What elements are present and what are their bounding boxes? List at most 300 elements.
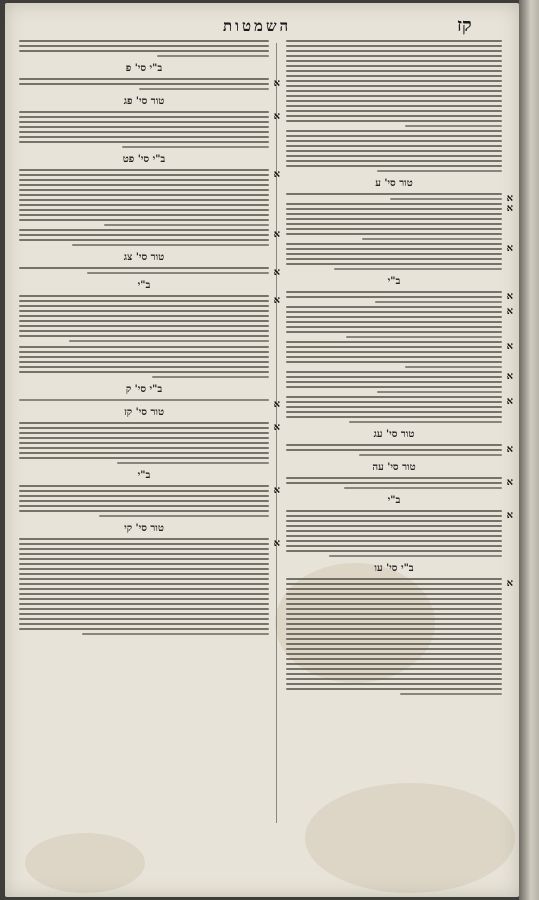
section-heading: טור סי' צג [123, 252, 165, 263]
text-line [286, 578, 502, 580]
text-line [19, 356, 269, 358]
paragraph-marker: א [506, 510, 513, 521]
text-lines [286, 371, 502, 393]
text-lines [286, 396, 502, 423]
text-line [19, 267, 269, 269]
text-section [286, 495, 513, 557]
text-line [19, 422, 269, 424]
text-line [286, 213, 502, 215]
text-line [286, 145, 502, 147]
text-line [19, 457, 269, 459]
text-line [286, 658, 502, 660]
text-lines [286, 444, 502, 456]
text-line [19, 583, 269, 585]
paragraph-marker: א [506, 444, 513, 455]
paragraph-marker: א [506, 371, 513, 382]
text-line [139, 88, 269, 90]
text-lines [19, 78, 269, 90]
text-line [286, 70, 502, 72]
text-line [286, 603, 502, 605]
text-line [286, 449, 502, 451]
paragraph [19, 399, 280, 410]
text-line [286, 223, 502, 225]
text-line [19, 598, 269, 600]
text-lines [19, 538, 269, 635]
paragraph-marker: א [273, 111, 280, 122]
text-line [400, 693, 502, 695]
text-line [286, 258, 502, 260]
text-line [286, 678, 502, 680]
text-section [19, 384, 280, 410]
text-line [157, 55, 270, 57]
text-line [19, 573, 269, 575]
text-line [286, 482, 502, 484]
text-line [286, 135, 502, 137]
section-heading: ב"י סי' ק [125, 384, 163, 395]
text-line [286, 253, 502, 255]
paragraph-marker: א [273, 538, 280, 549]
text-section [286, 276, 513, 423]
text-lines [19, 40, 269, 57]
text-line [286, 208, 502, 210]
text-line [19, 432, 269, 434]
paragraph [286, 193, 513, 204]
text-line [19, 40, 269, 42]
text-line [349, 421, 502, 423]
text-line [19, 593, 269, 595]
text-line [286, 618, 502, 620]
text-line [286, 243, 502, 245]
paragraph [19, 229, 280, 246]
text-line [19, 239, 269, 241]
paragraph [286, 578, 513, 695]
text-line [19, 174, 269, 176]
text-line [346, 336, 502, 338]
text-line [19, 628, 269, 630]
text-line [286, 306, 502, 308]
text-line [82, 633, 270, 635]
text-line [286, 361, 502, 363]
text-line [19, 558, 269, 560]
text-line [19, 116, 269, 118]
text-lines [19, 399, 269, 401]
page-edge [519, 0, 539, 900]
text-line [19, 437, 269, 439]
text-line [390, 198, 502, 200]
text-line [286, 95, 502, 97]
paragraph-marker: א [273, 169, 280, 180]
paragraph-marker: א [506, 578, 513, 589]
paragraph [286, 203, 513, 240]
text-line [117, 462, 270, 464]
text-line [286, 45, 502, 47]
text-line [19, 229, 269, 231]
text-line [19, 83, 269, 85]
text-line [286, 608, 502, 610]
page-header [5, 15, 519, 35]
text-line [19, 427, 269, 429]
section-heading: ב"י סי' פט [122, 154, 166, 165]
text-line [286, 598, 502, 600]
text-line [19, 310, 269, 312]
text-lines [19, 267, 269, 274]
section-heading: ב"י [137, 470, 151, 481]
paragraph-marker: א [506, 203, 513, 214]
text-lines [19, 485, 269, 517]
text-lines [19, 422, 269, 464]
text-lines [286, 130, 502, 172]
text-line [19, 361, 269, 363]
text-line [19, 543, 269, 545]
text-line [286, 583, 502, 585]
text-line [405, 366, 502, 368]
section-heading: ב"י [137, 280, 151, 291]
text-lines [286, 477, 502, 489]
text-line [19, 578, 269, 580]
text-line [286, 110, 502, 112]
section-heading: ב"י סי' עו [374, 563, 414, 574]
text-line [19, 371, 269, 373]
text-line [19, 50, 269, 52]
text-section [286, 563, 513, 695]
section-heading: ב"י [387, 495, 401, 506]
paragraph [286, 130, 502, 172]
paragraph-marker: א [506, 193, 513, 204]
section-heading: ב"י סי' פ [125, 63, 163, 74]
text-line [99, 515, 269, 517]
text-line [19, 490, 269, 492]
left-column [19, 37, 280, 639]
paragraph [286, 444, 513, 456]
text-line [19, 366, 269, 368]
paragraph [286, 396, 513, 423]
text-line [286, 643, 502, 645]
text-lines [286, 578, 502, 695]
text-line [286, 668, 502, 670]
text-line [286, 65, 502, 67]
text-lines [286, 193, 502, 200]
text-line [286, 633, 502, 635]
text-lines [286, 203, 502, 240]
paragraph [286, 291, 513, 303]
text-line [286, 203, 502, 205]
text-line [19, 568, 269, 570]
text-line [334, 268, 502, 270]
section-heading: טור סי' קי [124, 523, 164, 534]
text-section [19, 523, 280, 635]
text-line [19, 351, 269, 353]
text-line [19, 447, 269, 449]
paragraph [19, 267, 280, 278]
text-line [19, 179, 269, 181]
right-column [286, 37, 513, 699]
text-line [19, 399, 269, 401]
text-lines [286, 341, 502, 368]
text-line [375, 301, 502, 303]
text-line [122, 146, 270, 148]
paragraph [286, 510, 513, 557]
section-heading: טור סי' פג [123, 96, 165, 107]
text-line [286, 155, 502, 157]
section-heading: טור סי' קז [124, 407, 164, 418]
text-line [286, 331, 502, 333]
text-section [286, 462, 513, 489]
text-line [87, 272, 270, 274]
text-line [286, 673, 502, 675]
text-line [286, 540, 502, 542]
text-line [19, 325, 269, 327]
paragraph-marker: א [506, 477, 513, 488]
text-line [286, 296, 502, 298]
text-lines [19, 169, 269, 226]
section-heading: טור סי' עה [372, 462, 416, 473]
text-line [377, 170, 502, 172]
text-line [286, 321, 502, 323]
paragraph [19, 295, 280, 342]
paragraph-marker: א [273, 267, 280, 278]
paragraph [19, 111, 280, 148]
paragraph-marker: א [273, 399, 280, 410]
text-line [286, 638, 502, 640]
paragraph [19, 40, 269, 57]
text-line [286, 381, 502, 383]
text-line [286, 628, 502, 630]
text-line [19, 613, 269, 615]
text-line [19, 346, 269, 348]
text-section [19, 63, 280, 90]
text-line [286, 90, 502, 92]
text-line [19, 442, 269, 444]
text-line [286, 525, 502, 527]
text-line [286, 326, 502, 328]
text-line [19, 214, 269, 216]
text-line [19, 219, 269, 221]
text-line [286, 263, 502, 265]
text-line [344, 487, 502, 489]
text-line [19, 320, 269, 322]
text-line [286, 588, 502, 590]
text-lines [286, 291, 502, 303]
text-lines [19, 295, 269, 342]
paragraph [286, 40, 502, 127]
paragraph-marker: א [273, 229, 280, 240]
text-line [286, 105, 502, 107]
text-line [286, 530, 502, 532]
paragraph [19, 538, 280, 635]
text-line [104, 224, 269, 226]
text-line [377, 391, 502, 393]
text-line [286, 371, 502, 373]
text-line [19, 111, 269, 113]
text-line [19, 305, 269, 307]
text-line [286, 663, 502, 665]
paragraph-marker: א [273, 295, 280, 306]
paragraph-marker: א [273, 78, 280, 89]
section-heading: טור סי' עג [373, 429, 415, 440]
text-line [19, 300, 269, 302]
text-section [19, 154, 280, 246]
text-line [19, 553, 269, 555]
text-section [286, 40, 502, 172]
text-line [19, 505, 269, 507]
text-line [19, 330, 269, 332]
text-line [362, 238, 502, 240]
paragraph [19, 485, 280, 517]
paragraph [19, 422, 280, 464]
paragraph-marker: א [506, 243, 513, 254]
text-line [286, 150, 502, 152]
text-line [19, 204, 269, 206]
paragraph [19, 346, 269, 378]
paragraph [286, 306, 513, 338]
text-line [286, 386, 502, 388]
text-line [286, 60, 502, 62]
text-line [286, 341, 502, 343]
text-line [19, 131, 269, 133]
text-line [286, 316, 502, 318]
column-divider [276, 43, 277, 823]
text-line [19, 510, 269, 512]
text-line [19, 608, 269, 610]
text-line [286, 688, 502, 690]
text-line [286, 140, 502, 142]
text-section [19, 96, 280, 148]
text-line [286, 648, 502, 650]
text-line [152, 376, 270, 378]
paragraph-marker: א [273, 422, 280, 433]
text-line [286, 85, 502, 87]
paragraph-marker: א [506, 341, 513, 352]
text-line [286, 75, 502, 77]
text-lines [286, 510, 502, 557]
text-line [19, 623, 269, 625]
text-line [359, 454, 502, 456]
text-line [19, 141, 269, 143]
text-line [286, 55, 502, 57]
paper-stain [305, 783, 515, 893]
text-line [19, 335, 269, 337]
paragraph-marker: א [506, 396, 513, 407]
text-section [19, 407, 280, 464]
text-line [19, 121, 269, 123]
text-line [286, 356, 502, 358]
paragraph [19, 78, 280, 90]
text-line [19, 315, 269, 317]
paragraph [286, 243, 513, 270]
text-line [19, 588, 269, 590]
text-lines [19, 346, 269, 378]
text-section [19, 346, 269, 378]
text-line [19, 136, 269, 138]
text-line [329, 555, 502, 557]
text-section [19, 280, 280, 342]
text-line [19, 495, 269, 497]
text-line [286, 416, 502, 418]
text-line [19, 169, 269, 171]
text-line [286, 401, 502, 403]
section-heading: ב"י [387, 276, 401, 287]
text-line [19, 548, 269, 550]
text-lines [286, 243, 502, 270]
text-line [286, 218, 502, 220]
text-line [286, 613, 502, 615]
text-lines [286, 40, 502, 127]
text-lines [286, 306, 502, 338]
text-line [19, 295, 269, 297]
text-section [286, 429, 513, 456]
text-section [19, 470, 280, 517]
text-line [286, 515, 502, 517]
text-line [286, 193, 502, 195]
text-line [19, 126, 269, 128]
scanned-page [5, 3, 519, 897]
text-line [286, 346, 502, 348]
text-line [286, 444, 502, 446]
text-line [286, 653, 502, 655]
text-line [286, 311, 502, 313]
text-line [286, 406, 502, 408]
text-line [286, 396, 502, 398]
paragraph [286, 371, 513, 393]
text-line [19, 209, 269, 211]
text-line [19, 485, 269, 487]
text-section [19, 252, 280, 278]
text-line [286, 160, 502, 162]
text-line [286, 80, 502, 82]
text-line [286, 233, 502, 235]
text-line [286, 545, 502, 547]
text-lines [19, 229, 269, 246]
text-line [19, 563, 269, 565]
text-line [19, 194, 269, 196]
text-line [286, 120, 502, 122]
text-line [286, 100, 502, 102]
text-line [19, 538, 269, 540]
text-line [286, 411, 502, 413]
text-line [286, 40, 502, 42]
text-line [286, 376, 502, 378]
text-line [19, 189, 269, 191]
text-line [286, 291, 502, 293]
text-line [19, 603, 269, 605]
text-line [19, 618, 269, 620]
text-line [286, 115, 502, 117]
text-line [19, 234, 269, 236]
text-line [286, 623, 502, 625]
paragraph-marker: א [506, 291, 513, 302]
text-section [286, 178, 513, 270]
paragraph-marker: א [273, 485, 280, 496]
text-line [286, 228, 502, 230]
text-line [286, 593, 502, 595]
text-line [19, 78, 269, 80]
text-line [286, 50, 502, 52]
text-line [286, 550, 502, 552]
paragraph [286, 477, 513, 489]
section-heading: טור סי' ע [375, 178, 413, 189]
text-line [405, 125, 502, 127]
text-line [286, 351, 502, 353]
text-line [286, 130, 502, 132]
text-line [286, 683, 502, 685]
text-line [19, 199, 269, 201]
text-line [19, 452, 269, 454]
text-line [19, 184, 269, 186]
paragraph [19, 169, 280, 226]
page-title: השמטות [223, 17, 292, 35]
text-line [286, 510, 502, 512]
text-line [286, 477, 502, 479]
